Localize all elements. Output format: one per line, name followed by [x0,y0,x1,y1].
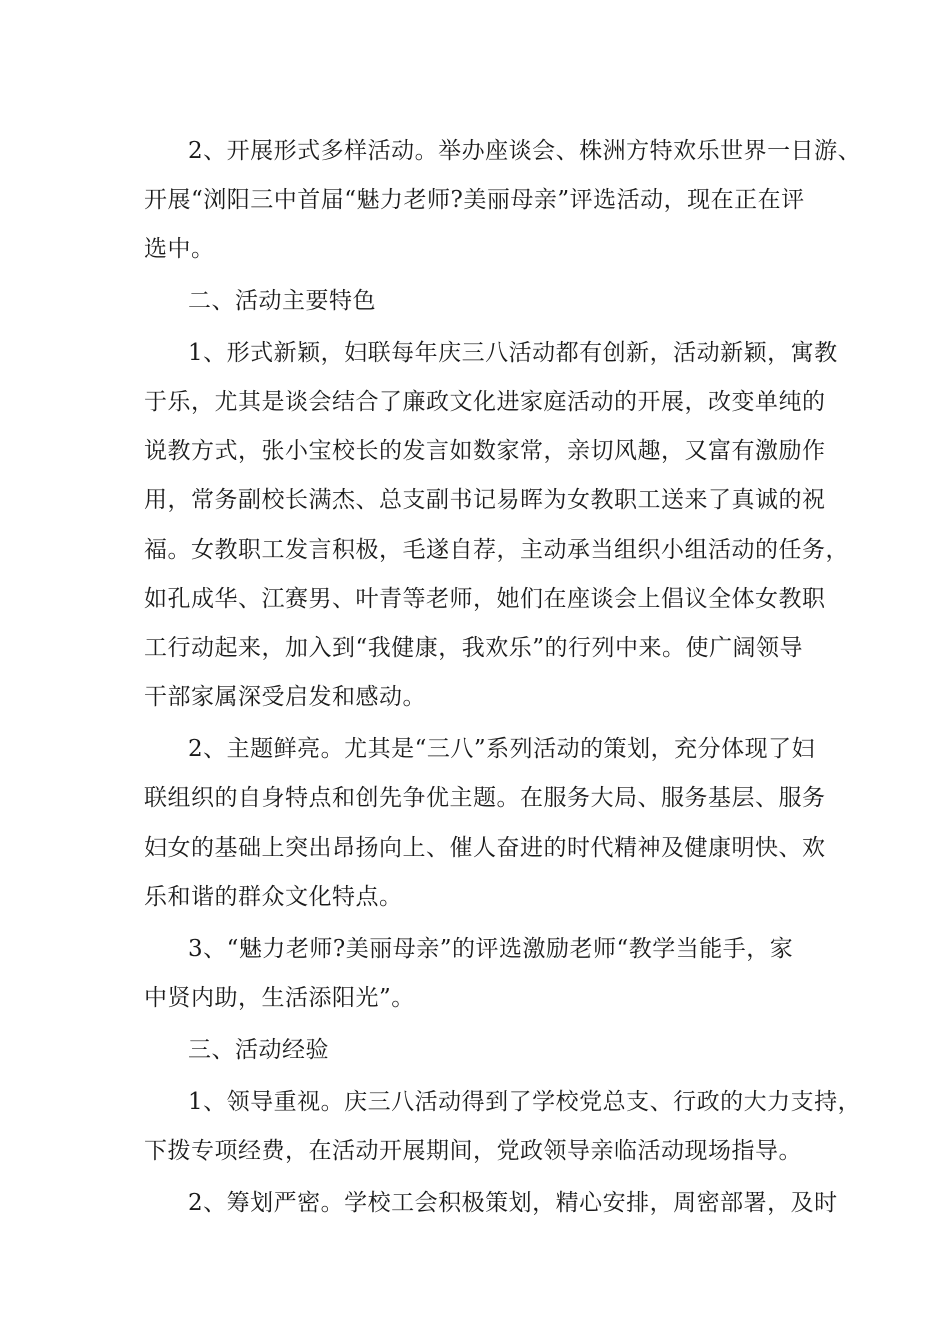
paragraph-line: 1、形式新颖，妇联每年庆三八活动都有创新，活动新颖，寓教 [188,340,838,366]
paragraph-line: 用，常务副校长满杰、总支副书记易晖为女教职工送来了真诚的祝 [144,487,826,513]
paragraph-line: 2、主题鲜亮。尤其是“三八”系列活动的策划，充分体现了妇 [188,736,816,762]
paragraph-line: 说教方式，张小宝校长的发言如数家常，亲切风趣，又富有激励作 [144,438,826,464]
paragraph-line: 福。女教职工发言积极，毛遂自荐，主动承当组织小组活动的任务， [144,537,849,563]
paragraph-line: 1、领导重视。庆三八活动得到了学校党总支、行政的大力支持， [188,1089,862,1115]
paragraph-line: 开展“浏阳三中首届“魅力老师?美丽母亲”评选活动，现在正在评 [144,187,805,213]
paragraph-line: 妇女的基础上突出昂扬向上、催人奋进的时代精神及健康明快、欢 [144,835,826,861]
paragraph-line: 2、筹划严密。学校工会积极策划，精心安排，周密部署，及时 [188,1190,838,1216]
paragraph-line: 2、开展形式多样活动。举办座谈会、株洲方特欢乐世界一日游、 [188,138,862,164]
section-heading: 二、活动主要特色 [188,288,376,314]
paragraph-line: 3、“魅力老师?美丽母亲”的评选激励老师“教学当能手，家 [188,936,794,962]
paragraph-line: 工行动起来，加入到“我健康，我欢乐”的行列中来。使广阔领导 [144,635,804,661]
paragraph-line: 中贤内助，生活添阳光”。 [144,985,415,1011]
paragraph-line: 干部家属深受启发和感动。 [144,684,426,710]
paragraph-line: 选中。 [144,236,215,262]
paragraph-line: 于乐，尤其是谈会结合了廉政文化进家庭活动的开展，改变单纯的 [144,389,826,415]
section-heading: 三、活动经验 [188,1037,329,1063]
paragraph-line: 下拨专项经费，在活动开展期间，党政领导亲临活动现场指导。 [144,1138,802,1164]
paragraph-line: 如孔成华、江赛男、叶青等老师，她们在座谈会上倡议全体女教职 [144,586,826,612]
paragraph-line: 联组织的自身特点和创先争优主题。在服务大局、服务基层、服务 [144,785,826,811]
paragraph-line: 乐和谐的群众文化特点。 [144,884,403,910]
